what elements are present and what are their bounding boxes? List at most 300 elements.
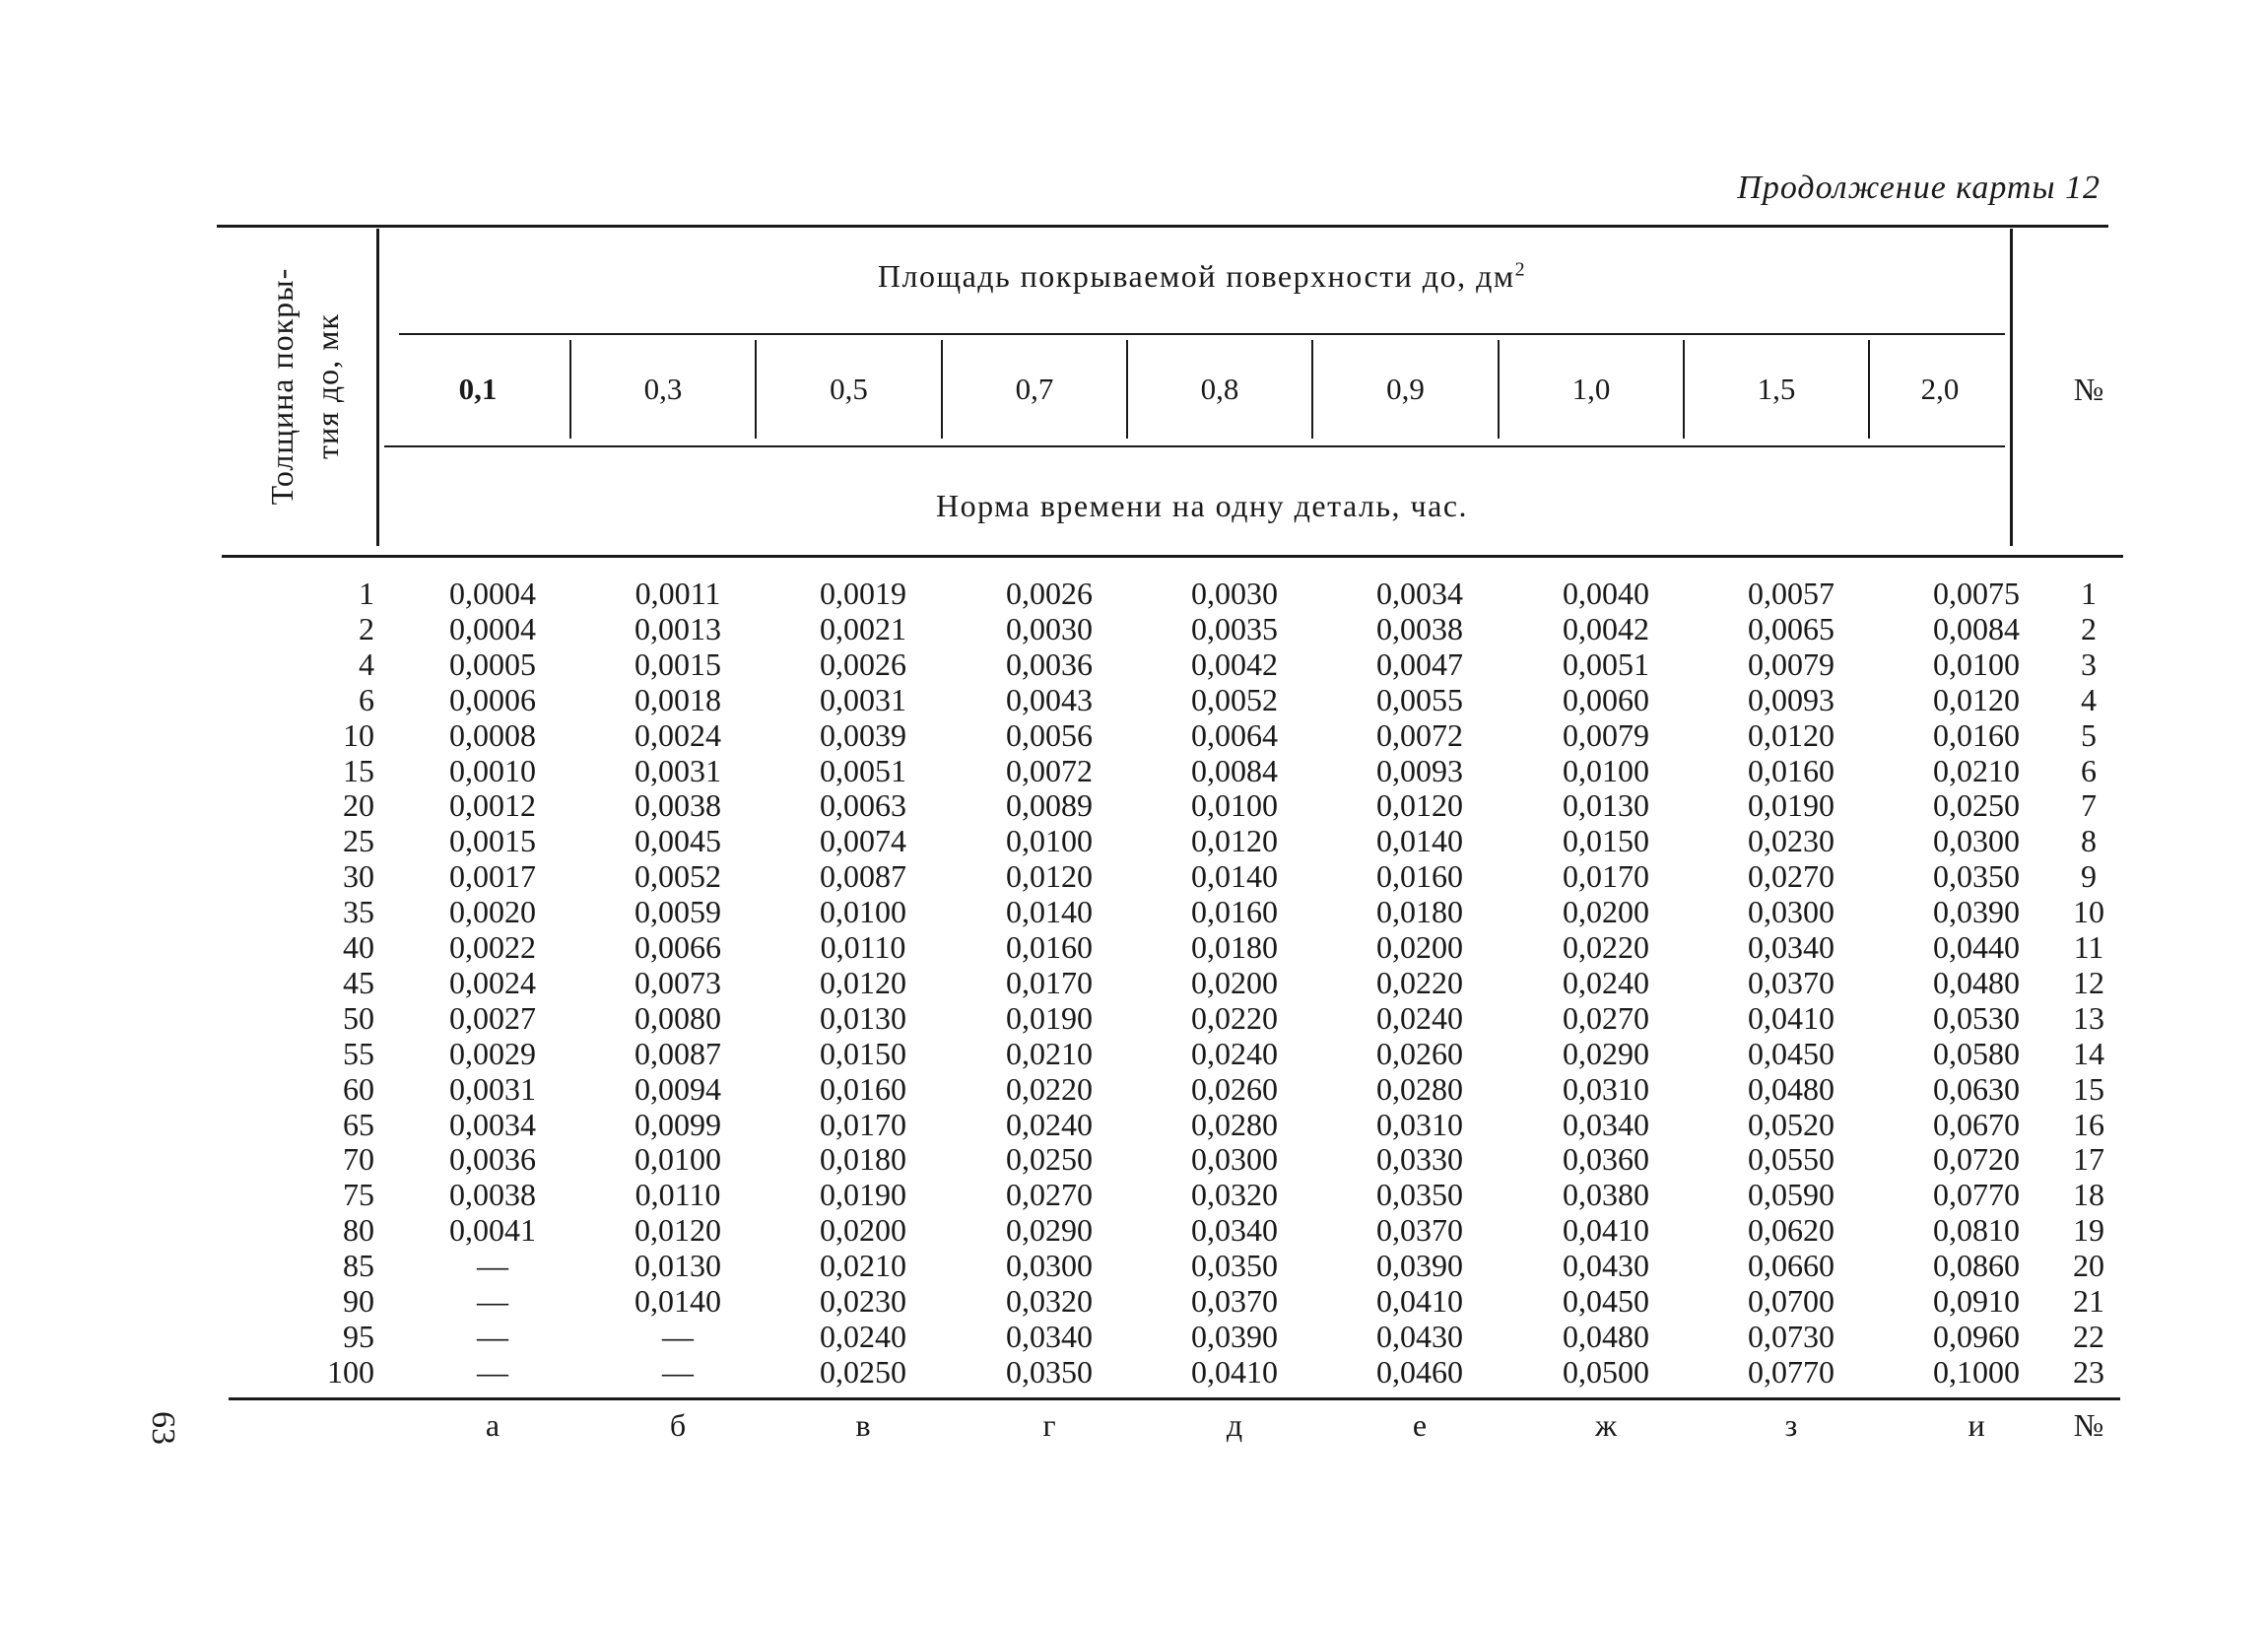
time-norm-cell: 0,0038 <box>449 1177 536 1213</box>
column-letter: б <box>669 1407 687 1443</box>
time-norm-cell: 0,0160 <box>1933 716 2020 753</box>
time-norm-cell: 0,0093 <box>1376 752 1463 788</box>
time-norm-cell: 0,0035 <box>1191 610 1278 646</box>
time-norm-cell: 0,0280 <box>1376 1070 1463 1107</box>
area-value-cell: 0,1 <box>458 372 498 406</box>
time-norm-cell: 0,0099 <box>634 1106 721 1142</box>
area-value-cell: 1,0 <box>1571 372 1611 406</box>
time-norm-cell: 0,0087 <box>634 1035 721 1071</box>
time-norm-cell: 0,0120 <box>1191 823 1278 859</box>
time-norm-cell: 0,0140 <box>1376 823 1463 859</box>
thickness-cell: 20 <box>343 787 374 824</box>
area-header-rule <box>399 333 2005 335</box>
time-norm-cell: 0,0160 <box>1376 858 1463 895</box>
time-norm-cell: 0,0040 <box>1563 576 1649 611</box>
table-row <box>0 753 2268 788</box>
time-norm-cell: 0,0059 <box>634 894 721 930</box>
table-row <box>0 1177 2268 1212</box>
caption: Продолжение карты 12 <box>1737 170 2101 206</box>
thickness-header <box>227 229 382 544</box>
time-norm-cell: 0,0065 <box>1748 610 1834 646</box>
time-norm-cell: 0,0170 <box>820 1106 906 1142</box>
time-norm-cell: 0,0390 <box>1933 894 2020 930</box>
time-norm-cell: 0,0250 <box>820 1353 906 1390</box>
table-row <box>0 965 2268 1000</box>
thickness-cell: 1 <box>359 576 374 611</box>
time-norm-cell: 0,0004 <box>449 576 536 611</box>
thickness-header-line1: Толщина покры- <box>264 267 300 506</box>
time-norm-cell: 0,0270 <box>1006 1177 1093 1213</box>
area-header-superscript: 2 <box>1514 258 1527 281</box>
time-norm-cell: 0,0018 <box>634 681 721 717</box>
thickness-cell: 90 <box>343 1283 374 1319</box>
row-number-cell: 1 <box>2081 576 2097 611</box>
time-norm-cell: 0,0350 <box>1191 1248 1278 1284</box>
table-row <box>0 717 2268 753</box>
time-norm-cell: 0,0660 <box>1748 1248 1834 1284</box>
time-norm-cell: 0,0038 <box>1376 610 1463 646</box>
column-letter: и <box>1968 1407 1985 1443</box>
row-number-cell: 4 <box>2081 681 2097 717</box>
time-norm-cell: 0,0100 <box>1933 645 2020 682</box>
time-norm-cell: 0,0072 <box>1006 752 1093 788</box>
time-norm-cell: 0,0340 <box>1191 1212 1278 1249</box>
time-norm-cell: 0,0051 <box>1563 645 1649 682</box>
time-norm-cell: 0,0500 <box>1563 1353 1649 1390</box>
table-row <box>0 787 2268 823</box>
time-norm-cell: 0,0240 <box>1376 999 1463 1036</box>
area-value-cell: 0,5 <box>830 372 868 406</box>
time-norm-cell: 0,0100 <box>1563 752 1649 788</box>
time-norm-cell: 0,0170 <box>1006 964 1093 1000</box>
time-norm-cell: 0,0064 <box>1191 716 1278 753</box>
thickness-cell: 45 <box>343 964 374 1000</box>
time-norm-cell: 0,0024 <box>449 964 536 1000</box>
time-norm-cell: 0,0036 <box>449 1141 536 1178</box>
time-norm-cell: 0,0450 <box>1748 1035 1834 1071</box>
time-norm-cell: 0,0030 <box>1191 576 1278 611</box>
time-norm-cell: 0,0290 <box>1563 1035 1649 1071</box>
area-value-cell: 0,8 <box>1200 372 1239 406</box>
time-norm-cell: 0,0110 <box>820 929 906 965</box>
time-norm-cell: 0,0340 <box>1006 1318 1093 1354</box>
table-row <box>0 1036 2268 1071</box>
time-norm-cell: 0,0052 <box>1191 681 1278 717</box>
time-norm-cell: 0,0240 <box>1191 1035 1278 1071</box>
time-norm-cell: 0,0670 <box>1933 1106 2020 1142</box>
time-norm-cell: 0,0200 <box>820 1212 906 1249</box>
thickness-cell: 40 <box>343 929 374 965</box>
time-norm-cell: 0,0270 <box>1563 999 1649 1036</box>
time-norm-cell: 0,0012 <box>449 787 536 824</box>
row-number-cell: 6 <box>2081 752 2097 788</box>
time-norm-cell: 0,0100 <box>1006 823 1093 859</box>
time-norm-cell: 0,0200 <box>1376 929 1463 965</box>
time-norm-cell: 0,0320 <box>1191 1177 1278 1213</box>
row-number-cell: 16 <box>2073 1106 2104 1142</box>
row-number-cell: 5 <box>2081 716 2097 753</box>
time-norm-cell: — <box>477 1283 508 1319</box>
time-norm-cell: 0,0370 <box>1376 1212 1463 1249</box>
table-row <box>0 1212 2268 1248</box>
time-norm-cell: 0,0034 <box>449 1106 536 1142</box>
time-norm-cell: 0,0030 <box>1006 610 1093 646</box>
row-number-cell: 2 <box>2081 610 2097 646</box>
thickness-cell: 55 <box>343 1035 374 1071</box>
time-norm-cell: 0,0140 <box>1006 894 1093 930</box>
time-norm-cell: 0,0047 <box>1376 645 1463 682</box>
table-row <box>0 682 2268 717</box>
thickness-cell: 60 <box>343 1070 374 1107</box>
page-number: 63 <box>145 1411 181 1445</box>
time-norm-cell: 0,0190 <box>1748 787 1834 824</box>
time-norm-cell: 0,0120 <box>1376 787 1463 824</box>
time-norm-cell: — <box>662 1353 694 1390</box>
table-row <box>0 823 2268 858</box>
header-bottom-rule <box>222 555 2123 558</box>
time-norm-cell: 0,0150 <box>1563 823 1649 859</box>
area-value-cell: 0,9 <box>1386 372 1425 406</box>
time-norm-cell: 0,0036 <box>1006 645 1093 682</box>
time-norm-cell: 0,0410 <box>1376 1283 1463 1319</box>
time-norm-cell: 0,0031 <box>634 752 721 788</box>
time-norm-cell: 0,0084 <box>1933 610 2020 646</box>
time-norm-cell: 0,0410 <box>1748 999 1834 1036</box>
time-norm-cell: 0,0013 <box>634 610 721 646</box>
time-norm-cell: 0,0150 <box>820 1035 906 1071</box>
time-norm-cell: 0,0130 <box>820 999 906 1036</box>
time-norm-cell: 0,0084 <box>1191 752 1278 788</box>
time-norm-cell: 0,0630 <box>1933 1070 2020 1107</box>
time-norm-cell: 0,0031 <box>449 1070 536 1107</box>
time-norm-cell: 0,0160 <box>820 1070 906 1107</box>
time-norm-cell: 0,0210 <box>1006 1035 1093 1071</box>
row-number-cell: 22 <box>2073 1318 2104 1354</box>
time-norm-cell: 0,0008 <box>449 716 536 753</box>
time-norm-cell: 0,0130 <box>1563 787 1649 824</box>
time-norm-cell: 0,0020 <box>449 894 536 930</box>
time-norm-cell: 0,0580 <box>1933 1035 2020 1071</box>
time-norm-cell: 0,0160 <box>1006 929 1093 965</box>
time-norm-cell: 0,0450 <box>1563 1283 1649 1319</box>
table-row <box>0 1248 2268 1283</box>
row-number-cell: 12 <box>2073 964 2104 1000</box>
time-norm-cell: 0,0021 <box>820 610 906 646</box>
time-norm-cell: 0,0860 <box>1933 1248 2020 1284</box>
time-norm-cell: 0,0011 <box>634 576 721 611</box>
area-value-cell: 0,3 <box>643 372 683 406</box>
column-letter: в <box>855 1407 871 1443</box>
time-norm-cell: 0,0220 <box>1376 964 1463 1000</box>
time-norm-cell: 0,0089 <box>1006 787 1093 824</box>
time-norm-cell: 0,0300 <box>1933 823 2020 859</box>
time-norm-cell: 0,0280 <box>1191 1106 1278 1142</box>
row-number-cell: 9 <box>2081 858 2097 895</box>
time-norm-cell: 0,0063 <box>820 787 906 824</box>
table-top-rule <box>217 225 2108 228</box>
time-norm-cell: 0,0360 <box>1563 1141 1649 1178</box>
time-norm-cell: — <box>477 1248 508 1284</box>
time-norm-cell: 0,0960 <box>1933 1318 2020 1354</box>
time-norm-cell: 0,0130 <box>634 1248 721 1284</box>
time-norm-cell: 0,0260 <box>1191 1070 1278 1107</box>
thickness-header-line2: тия до, мк <box>309 313 345 459</box>
time-norm-cell: 0,0270 <box>1748 858 1834 895</box>
thickness-cell: 100 <box>327 1353 374 1390</box>
thickness-cell: 2 <box>359 610 374 646</box>
time-norm-cell: 0,0034 <box>1376 576 1463 611</box>
time-norm-cell: 0,0041 <box>449 1212 536 1249</box>
thickness-cell: 95 <box>343 1318 374 1354</box>
time-norm-cell: 0,0031 <box>820 681 906 717</box>
time-norm-cell: 0,0530 <box>1933 999 2020 1036</box>
time-norm-cell: 0,0043 <box>1006 681 1093 717</box>
time-norm-cell: 0,0120 <box>1933 681 2020 717</box>
row-number-cell: 10 <box>2073 894 2104 930</box>
row-number-cell: 14 <box>2073 1035 2104 1071</box>
time-norm-cell: 0,0055 <box>1376 681 1463 717</box>
time-norm-cell: 0,0340 <box>1748 929 1834 965</box>
column-letter: е <box>1412 1407 1428 1443</box>
time-norm-cell: 0,0240 <box>1006 1106 1093 1142</box>
thickness-cell: 10 <box>343 716 374 753</box>
time-norm-cell: 0,0370 <box>1191 1283 1278 1319</box>
time-norm-cell: 0,0300 <box>1006 1248 1093 1284</box>
time-norm-cell: 0,0120 <box>634 1212 721 1249</box>
time-norm-cell: 0,0260 <box>1376 1035 1463 1071</box>
area-header-title <box>394 258 2010 295</box>
column-letter: г <box>1042 1407 1056 1443</box>
time-norm-cell: 0,0180 <box>820 1141 906 1178</box>
time-norm-cell: 0,0015 <box>449 823 536 859</box>
time-norm-cell: 0,0300 <box>1191 1141 1278 1178</box>
time-norm-cell: 0,0300 <box>1748 894 1834 930</box>
time-norm-cell: 0,0390 <box>1376 1248 1463 1284</box>
row-number-cell: 19 <box>2073 1212 2104 1249</box>
row-number-cell: 15 <box>2073 1070 2104 1107</box>
time-norm-cell: 0,0079 <box>1748 645 1834 682</box>
time-norm-cell: 0,0045 <box>634 823 721 859</box>
area-header-text: Площадь покрываемой поверхности до, дм <box>877 258 1515 294</box>
thickness-cell: 30 <box>343 858 374 895</box>
column-letter: з <box>1784 1407 1798 1443</box>
table-row <box>0 1141 2268 1177</box>
time-norm-cell: 0,0057 <box>1748 576 1834 611</box>
row-number-cell: 7 <box>2081 787 2097 824</box>
time-norm-cell: 0,0480 <box>1563 1318 1649 1354</box>
thickness-cell: 15 <box>343 752 374 788</box>
time-norm-cell: 0,0094 <box>634 1070 721 1107</box>
time-norm-cell: 0,0015 <box>634 645 721 682</box>
time-norm-cell: 0,0087 <box>820 858 906 895</box>
time-norm-cell: — <box>662 1318 694 1354</box>
time-norm-cell: 0,0080 <box>634 999 721 1036</box>
time-norm-cell: 0,0330 <box>1376 1141 1463 1178</box>
time-norm-cell: 0,0066 <box>634 929 721 965</box>
time-norm-cell: 0,0170 <box>1563 858 1649 895</box>
time-norm-cell: 0,0430 <box>1563 1248 1649 1284</box>
time-norm-cell: 0,0052 <box>634 858 721 895</box>
thickness-cell: 35 <box>343 894 374 930</box>
table-row <box>0 1000 2268 1036</box>
time-norm-cell: 0,0410 <box>1563 1212 1649 1249</box>
time-norm-cell: 0,0770 <box>1748 1353 1834 1390</box>
time-norm-cell: 0,0026 <box>1006 576 1093 611</box>
time-norm-cell: 0,0075 <box>1933 576 2020 611</box>
area-value-cell: 1,5 <box>1757 372 1796 406</box>
time-norm-cell: 0,0022 <box>449 929 536 965</box>
table-row <box>0 1107 2268 1142</box>
thickness-cell: 65 <box>343 1106 374 1142</box>
time-norm-cell: 0,0730 <box>1748 1318 1834 1354</box>
thickness-cell: 25 <box>343 823 374 859</box>
thickness-cell: 85 <box>343 1248 374 1284</box>
time-norm-cell: 0,0370 <box>1748 964 1834 1000</box>
time-norm-cell: 0,0200 <box>1563 894 1649 930</box>
time-norm-cell: 0,0290 <box>1006 1212 1093 1249</box>
time-norm-cell: 0,0720 <box>1933 1141 2020 1178</box>
time-norm-cell: 0,0180 <box>1191 929 1278 965</box>
time-norm-cell: 0,0073 <box>634 964 721 1000</box>
column-letter: ж <box>1594 1407 1618 1443</box>
time-norm-cell: 0,0072 <box>1376 716 1463 753</box>
table-row <box>0 1319 2268 1354</box>
time-norm-cell: 0,0770 <box>1933 1177 2020 1213</box>
time-norm-cell: 0,0410 <box>1191 1353 1278 1390</box>
time-norm-cell: 0,0074 <box>820 823 906 859</box>
time-norm-cell: 0,0190 <box>820 1177 906 1213</box>
row-number-cell: 20 <box>2073 1248 2104 1284</box>
column-letter: а <box>485 1407 500 1443</box>
time-norm-cell: 0,0250 <box>1006 1141 1093 1178</box>
thickness-cell: 6 <box>359 681 374 717</box>
time-norm-cell: 0,0590 <box>1748 1177 1834 1213</box>
thickness-cell: 80 <box>343 1212 374 1249</box>
time-norm-cell: 0,0024 <box>634 716 721 753</box>
time-norm-cell: 0,0520 <box>1748 1106 1834 1142</box>
time-norm-cell: 0,0100 <box>634 1141 721 1178</box>
time-norm-cell: 0,0390 <box>1191 1318 1278 1354</box>
area-value-cell: 2,0 <box>1920 372 1960 406</box>
table-row <box>0 576 2268 611</box>
time-norm-cell: 0,0010 <box>449 752 536 788</box>
row-number-cell: 13 <box>2073 999 2104 1036</box>
time-norm-cell: 0,0017 <box>449 858 536 895</box>
row-number-cell: 23 <box>2073 1353 2104 1390</box>
time-norm-cell: 0,0430 <box>1376 1318 1463 1354</box>
time-norm-cell: 0,0350 <box>1933 858 2020 895</box>
time-norm-cell: 0,0200 <box>1191 964 1278 1000</box>
row-number-cell: 11 <box>2073 929 2104 965</box>
time-norm-cell: 0,0140 <box>634 1283 721 1319</box>
time-norm-cell: 0,0320 <box>1006 1283 1093 1319</box>
time-norm-cell: 0,0230 <box>1748 823 1834 859</box>
time-norm-cell: 0,0120 <box>1748 716 1834 753</box>
time-norm-cell: 0,0240 <box>820 1318 906 1354</box>
time-norm-cell: 0,0056 <box>1006 716 1093 753</box>
row-number-cell: 3 <box>2081 645 2097 682</box>
time-norm-cell: 0,0093 <box>1748 681 1834 717</box>
time-norm-cell: 0,0004 <box>449 610 536 646</box>
time-norm-cell: 0,0120 <box>1006 858 1093 895</box>
time-norm-cell: 0,0006 <box>449 681 536 717</box>
time-norm-cell: 0,0140 <box>1191 858 1278 895</box>
time-norm-cell: 0,0180 <box>1376 894 1463 930</box>
time-norm-cell: 0,0230 <box>820 1283 906 1319</box>
time-norm-cell: 0,0027 <box>449 999 536 1036</box>
table-bottom-rule <box>229 1397 2120 1400</box>
time-norm-cell: 0,0550 <box>1748 1141 1834 1178</box>
table-row <box>0 1354 2268 1390</box>
time-norm-cell: 0,0350 <box>1376 1177 1463 1213</box>
time-norm-cell: 0,0042 <box>1563 610 1649 646</box>
time-norm-cell: 0,0220 <box>1006 1070 1093 1107</box>
time-norm-cell: 0,0100 <box>820 894 906 930</box>
area-value-cell: 0,7 <box>1015 372 1054 406</box>
time-norm-cell: 0,0051 <box>820 752 906 788</box>
time-norm-cell: 0,0220 <box>1563 929 1649 965</box>
time-norm-cell: 0,1000 <box>1933 1353 2020 1390</box>
time-norm-cell: 0,0460 <box>1376 1353 1463 1390</box>
time-norm-cell: 0,0440 <box>1933 929 2020 965</box>
time-norm-cell: 0,0038 <box>634 787 721 824</box>
thickness-cell: 4 <box>359 645 374 682</box>
time-norm-cell: 0,0220 <box>1191 999 1278 1036</box>
row-number-cell: 21 <box>2073 1283 2104 1319</box>
time-norm-cell: 0,0310 <box>1563 1070 1649 1107</box>
time-norm-cell: 0,0160 <box>1191 894 1278 930</box>
row-number-cell: 8 <box>2081 823 2097 859</box>
time-norm-cell: 0,0340 <box>1563 1106 1649 1142</box>
time-norm-cell: — <box>477 1318 508 1354</box>
time-norm-cell: — <box>477 1353 508 1390</box>
time-norm-cell: 0,0079 <box>1563 716 1649 753</box>
table-row <box>0 894 2268 929</box>
time-norm-cell: 0,0310 <box>1376 1106 1463 1142</box>
time-norm-cell: 0,0810 <box>1933 1212 2020 1249</box>
time-norm-cell: 0,0620 <box>1748 1212 1834 1249</box>
time-norm-cell: 0,0060 <box>1563 681 1649 717</box>
area-values-rule <box>384 445 2005 447</box>
time-norm-cell: 0,0019 <box>820 576 906 611</box>
time-norm-cell: 0,0210 <box>820 1248 906 1284</box>
time-norm-cell: 0,0240 <box>1563 964 1649 1000</box>
time-norm-cell: 0,0026 <box>820 645 906 682</box>
column-letter: д <box>1226 1407 1243 1443</box>
table-row <box>0 929 2268 965</box>
row-number-cell: 17 <box>2073 1141 2104 1178</box>
time-norm-cell: 0,0210 <box>1933 752 2020 788</box>
time-norm-cell: 0,0480 <box>1748 1070 1834 1107</box>
table-row <box>0 1283 2268 1319</box>
norm-header-title: Норма времени на одну деталь, час. <box>935 488 1469 523</box>
thickness-cell: 75 <box>343 1177 374 1213</box>
table-row <box>0 858 2268 894</box>
time-norm-cell: 0,0160 <box>1748 752 1834 788</box>
time-norm-cell: 0,0029 <box>449 1035 536 1071</box>
footer-number-label: № <box>2073 1407 2104 1443</box>
table-row <box>0 646 2268 682</box>
number-column-header: № <box>2073 371 2104 407</box>
thickness-cell: 50 <box>343 999 374 1036</box>
time-norm-cell: 0,0380 <box>1563 1177 1649 1213</box>
time-norm-cell: 0,0910 <box>1933 1283 2020 1319</box>
time-norm-cell: 0,0100 <box>1191 787 1278 824</box>
time-norm-cell: 0,0350 <box>1006 1353 1093 1390</box>
row-number-cell: 18 <box>2073 1177 2104 1213</box>
table-row <box>0 1071 2268 1107</box>
time-norm-cell: 0,0110 <box>634 1177 721 1213</box>
